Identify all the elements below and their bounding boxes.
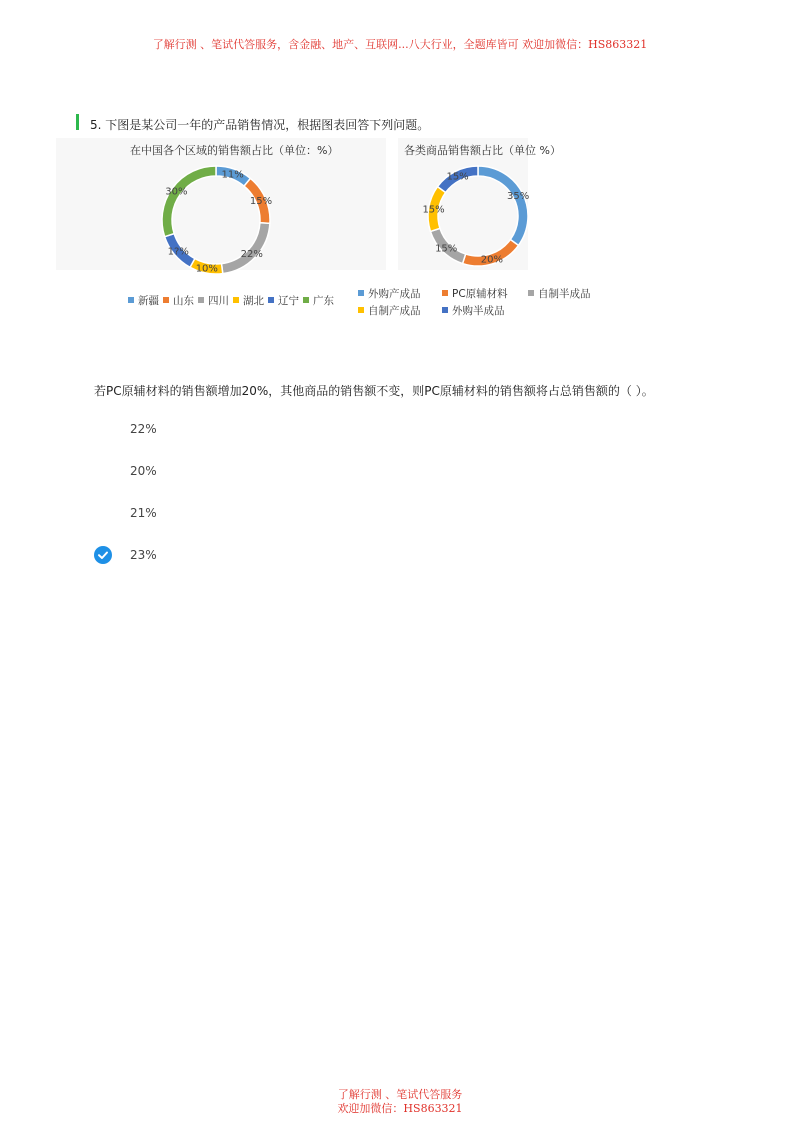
legend-label: 外购半成品 <box>452 305 505 317</box>
product-donut-chart <box>422 164 530 268</box>
donut-label-1-2: 15% <box>435 243 458 255</box>
legend-item-product-0 <box>358 286 421 301</box>
legend-item-product-2 <box>528 286 591 301</box>
legend-item-region-0 <box>128 293 159 308</box>
legend-swatch <box>268 297 274 303</box>
legend-swatch <box>358 307 364 313</box>
legend-label: PC原辅材料 <box>452 288 508 300</box>
footer-watermark-line2: 欢迎加微信：HS863321 <box>337 1102 463 1115</box>
legend-swatch <box>303 297 309 303</box>
donut-slice-0-5 <box>162 166 216 237</box>
legend-swatch <box>163 297 169 303</box>
legend-label: 外购产成品 <box>368 288 421 300</box>
donut-label-0-3: 10% <box>195 263 218 275</box>
donut-label-1-3: 15% <box>422 204 445 216</box>
donut-label-0-0: 11% <box>221 169 244 181</box>
question-title: 5. 下图是某公司一年的产品销售情况，根据图表回答下列问题。 <box>90 118 430 132</box>
answer-option-1[interactable]: 20% <box>130 464 157 478</box>
legend-swatch <box>198 297 204 303</box>
answer-option-3[interactable]: 23% <box>130 548 157 562</box>
legend-label: 四川 <box>208 295 229 307</box>
legend-label: 广东 <box>313 295 334 307</box>
question-accent-bar <box>76 114 79 130</box>
legend-swatch <box>233 297 239 303</box>
legend-item-region-2 <box>198 293 229 308</box>
legend-label: 自制半成品 <box>538 288 591 300</box>
donut-label-0-1: 15% <box>249 196 273 208</box>
legend-item-product-3 <box>358 303 421 318</box>
donut-label-1-4: 15% <box>446 171 469 183</box>
donut-label-1-0: 35% <box>506 191 530 203</box>
footer-watermark-line1: 了解行测 、笔试代答服务 <box>337 1088 463 1101</box>
region-chart-title: 在中国各个区域的销售额占比（单位：%） <box>130 144 339 157</box>
legend-item-region-1 <box>163 293 194 308</box>
question-stem: 若PC原辅材料的销售额增加20%，其他商品的销售额不变，则PC原辅材料的销售额将占总销售额的（ ）。 <box>94 384 654 398</box>
legend-label: 山东 <box>173 295 194 307</box>
legend-label: 湖北 <box>243 295 264 307</box>
legend-swatch <box>128 297 134 303</box>
donut-slice-1-0 <box>478 166 528 245</box>
check-circle-icon[interactable] <box>94 546 112 564</box>
product-chart-title: 各类商品销售额占比（单位 %） <box>404 144 561 157</box>
legend-item-product-1 <box>442 286 508 301</box>
legend-item-region-4 <box>268 293 299 308</box>
donut-label-0-2: 22% <box>240 249 263 261</box>
donut-label-1-1: 20% <box>480 254 504 266</box>
answer-option-0[interactable]: 22% <box>130 422 157 436</box>
legend-item-region-3 <box>233 293 264 308</box>
answer-option-2[interactable]: 21% <box>130 506 157 520</box>
product-chart-legend <box>358 286 618 320</box>
legend-label: 自制产成品 <box>368 305 421 317</box>
legend-label: 新疆 <box>138 295 159 307</box>
legend-swatch <box>442 307 448 313</box>
legend-swatch <box>528 290 534 296</box>
legend-item-region-5 <box>303 293 334 308</box>
region-chart-legend <box>128 293 338 308</box>
legend-item-product-4 <box>442 303 505 318</box>
legend-swatch <box>442 290 448 296</box>
legend-swatch <box>358 290 364 296</box>
donut-label-0-5: 30% <box>165 186 188 198</box>
region-donut-chart <box>160 164 272 276</box>
legend-label: 辽宁 <box>278 295 299 307</box>
header-watermark-note: 了解行测 、笔试代答服务，含金融、地产、互联网...八大行业，全题库皆可 欢迎加微信：HS863321 <box>152 38 648 51</box>
donut-label-0-4: 1?% <box>167 246 189 258</box>
